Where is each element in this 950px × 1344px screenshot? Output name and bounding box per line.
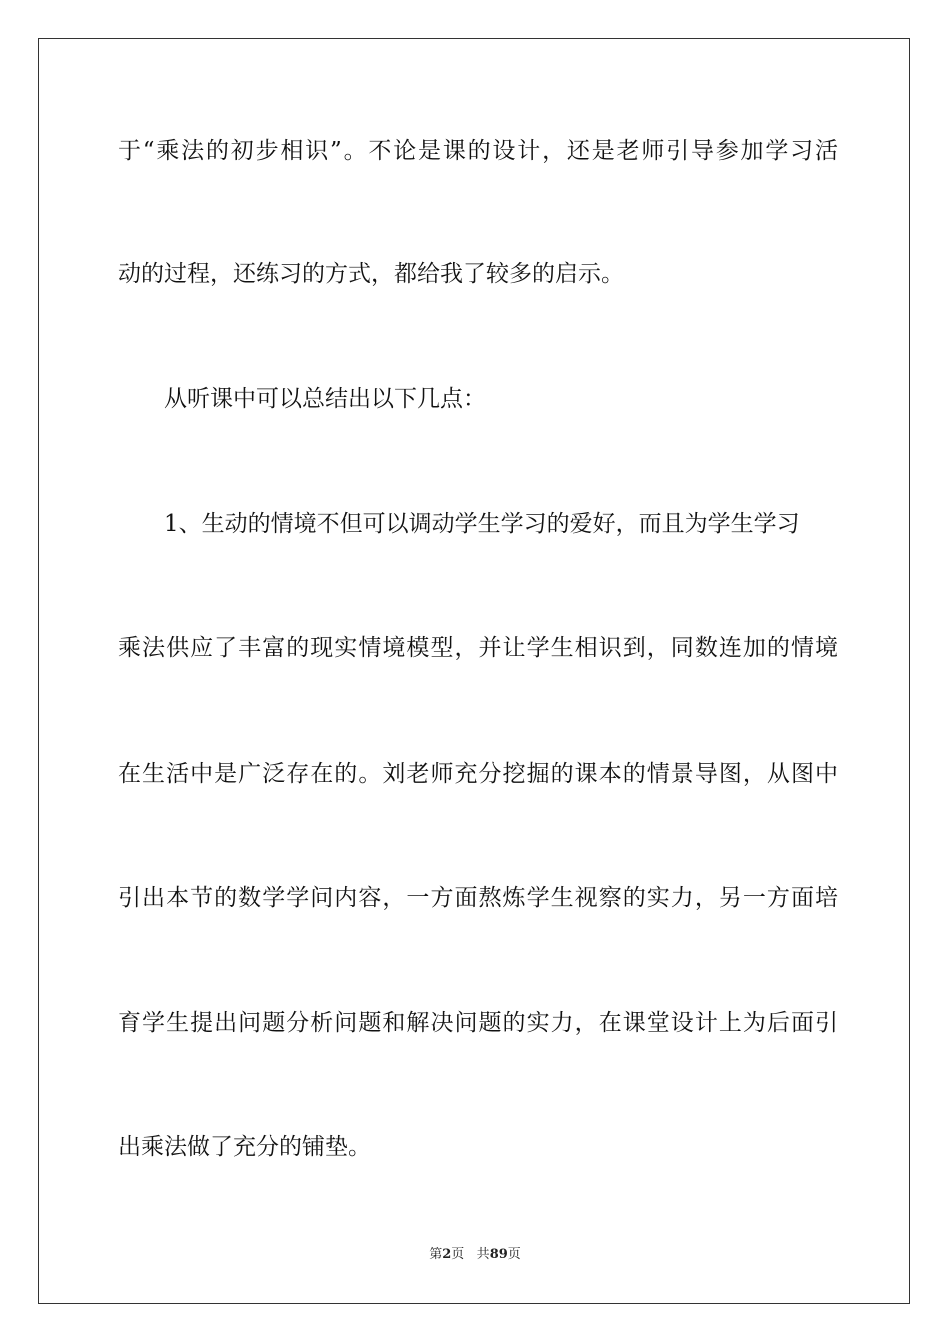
footer-total-suffix: 页 [507,1247,521,1262]
paragraph-line-2: 动的过程，还练习的方式，都给我了较多的启示。 [118,261,624,287]
footer-page-prefix: 第 [429,1247,443,1262]
footer-page-suffix: 页 [451,1247,465,1262]
paragraph-line-7: 引出本节的数学学问内容，一方面熬炼学生视察的实力，另一方面培 [118,885,838,911]
paragraph-line-5: 乘法供应了丰富的现实情境模型，并让学生相识到，同数连加的情境 [118,635,838,661]
paragraph-line-9: 出乘法做了充分的铺垫。 [118,1134,371,1160]
paragraph-line-4: 1、生动的情境不但可以调动学生学习的爱好，而且为学生学习 [164,511,800,537]
page-footer [0,1246,950,1264]
paragraph-line-1: 于“乘法的初步相识”。不论是课的设计，还是老师引导参加学习活 [118,138,838,164]
paragraph-line-8: 育学生提出问题分析问题和解决问题的实力，在课堂设计上为后面引 [118,1010,838,1036]
paragraph-line-6: 在生活中是广泛存在的。刘老师充分挖掘的课本的情景导图，从图中 [118,761,838,787]
footer-total-pages: 89 [489,1247,508,1262]
footer-total-prefix: 共 [476,1247,490,1262]
footer-page-number: 2 [442,1247,452,1262]
page-border [38,38,910,1304]
paragraph-line-3: 从听课中可以总结出以下几点： [164,386,486,412]
